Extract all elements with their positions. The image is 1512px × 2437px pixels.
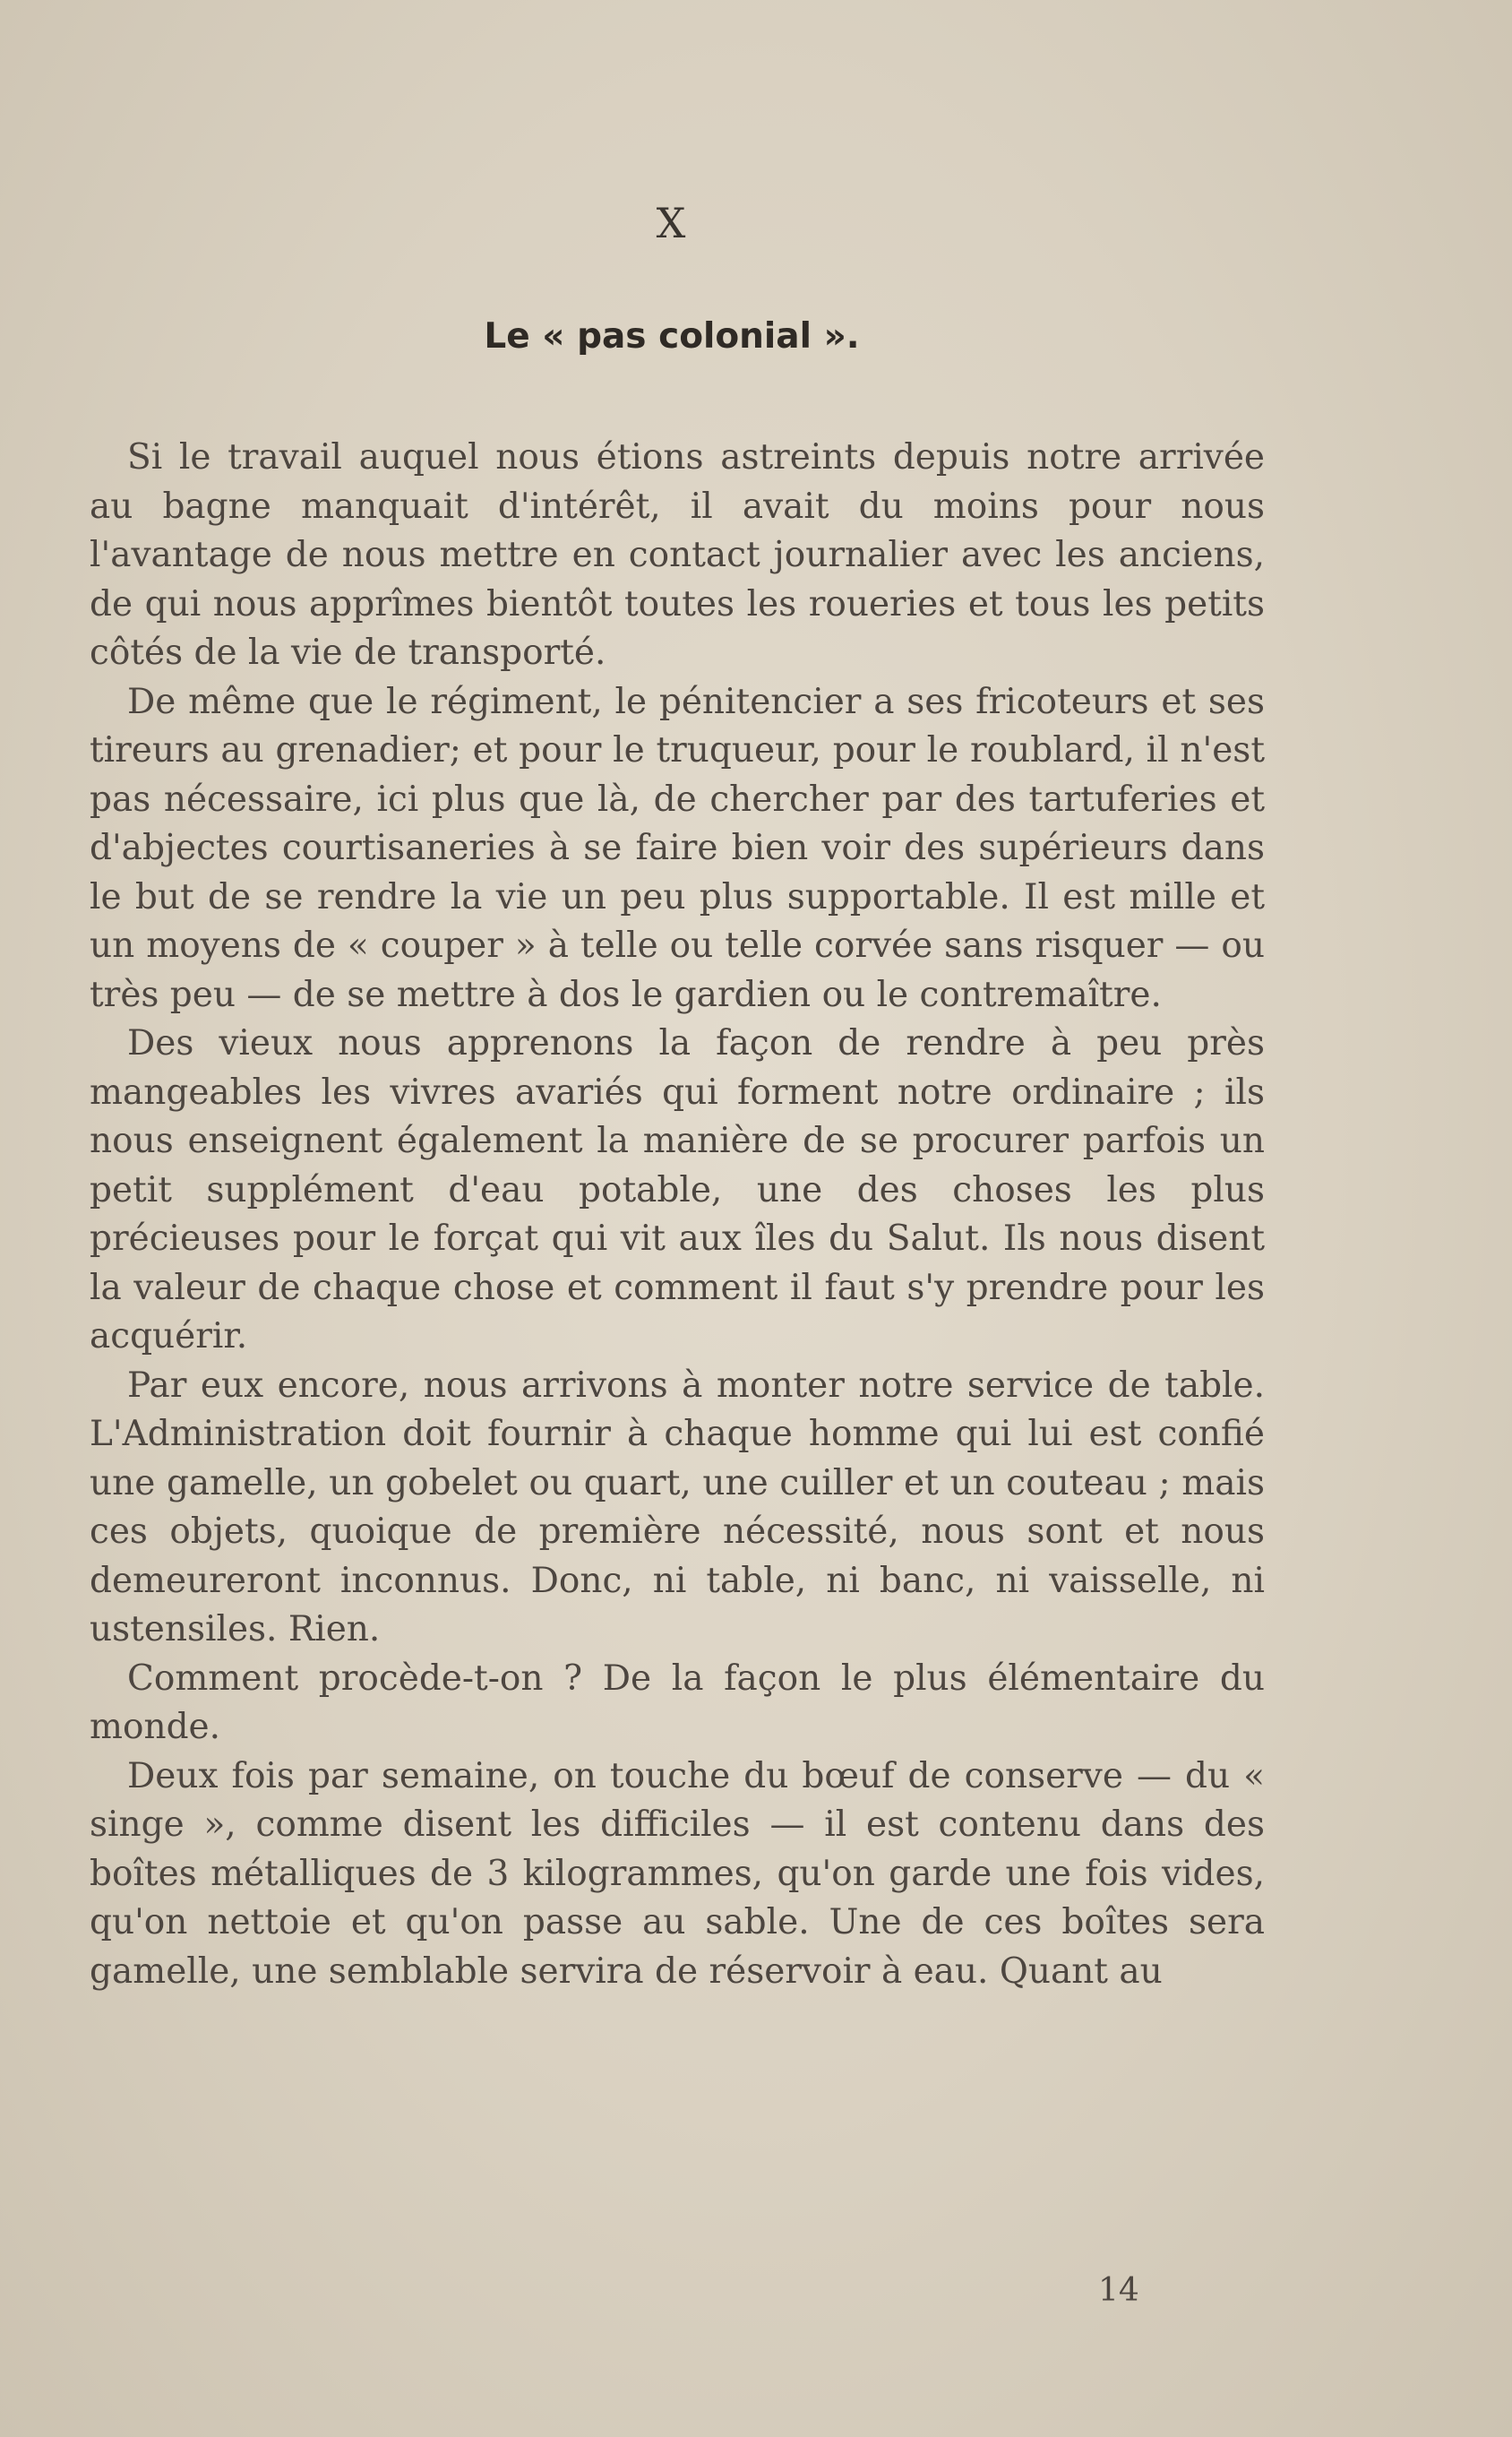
paragraph: Deux fois par semaine, on touche du bœuf de conserve — du « singe », comme disent les difficiles — il est contenu dans des boîtes métalliques de 3 kilogrammes, qu'on garde une fois vides, qu'on nettoie et qu'on passe au sable. Une de ces boîtes sera gamelle, une semblable servira de réservoir à eau. Quant au [90, 1755, 1265, 1992]
page-number: 14 [1098, 2272, 1139, 2309]
paragraph: Par eux encore, nous arrivons à monter notre service de table. L'Administration doit fournir à chaque homme qui lui est confié une gamelle, un gobelet ou quart, une cuiller et un couteau ; mais ces objets, quoique de première nécessité, nous sont et nous demeureront inconnus. Donc, ni table, ni banc, ni vaisselle, ni ustensiles. Rien. [90, 1365, 1265, 1649]
chapter-title: Le « pas colonial ». [484, 316, 860, 357]
paragraph: Comment procède-t-on ? De la façon le plus élémentaire du monde. [90, 1658, 1265, 1747]
chapter-number: X [656, 199, 688, 247]
body-text [90, 434, 1265, 1996]
paragraph: Des vieux nous apprenons la façon de rendre à peu près mangeables les vivres avariés qui forment notre ordinaire ; ils nous enseignent également la manière de se procurer parfois un petit supplément d'eau potable, une des choses les plus précieuses pour le forçat qui vit aux îles du Salut. Ils nous disent la valeur de chaque chose et comment il faut s'y prendre pour les acquérir. [90, 1023, 1265, 1356]
paragraph: Si le travail auquel nous étions astreints depuis notre arrivée au bagne manquait d'intérêt, il avait du moins pour nous l'avantage de nous mettre en contact journalier avec les anciens, de qui nous apprîmes bientôt toutes les roueries et tous les petits côtés de la vie de transporté. [90, 437, 1265, 673]
paragraph: De même que le régiment, le pénitencier a ses fricoteurs et ses tireurs au grenadier; et pour le truqueur, pour le roublard, il n'est pas nécessaire, ici plus que là, de chercher par des tartuferies et d'abjectes courtisaneries à se faire bien voir des supérieurs dans le but de se rendre la vie un peu plus supportable. Il est mille et un moyens de « couper » à telle ou telle corvée sans risquer — ou très peu — de se mettre à dos le gardien ou le contremaître. [90, 681, 1265, 1015]
